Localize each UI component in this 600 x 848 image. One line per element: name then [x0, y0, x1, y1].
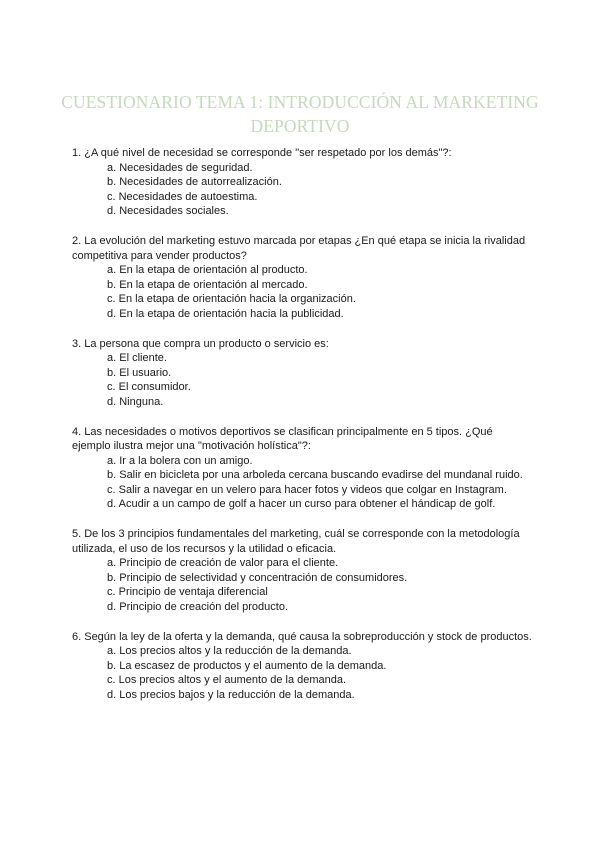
- answer-option-d: d. Acudir a un campo de golf a hacer un curso para obtener el hándicap de golf.: [107, 498, 496, 511]
- question-text: 5. De los 3 principios fundamentales del marketing, cuál se corresponde con la metodología utilizada, el uso de los recursos y la utilidad o eficacia.: [72, 528, 520, 555]
- answer-options: [72, 263, 532, 321]
- answer-option-b: b. Principio de selectividad y concentración de consumidores.: [107, 571, 408, 584]
- answer-option-c: c. Los precios altos y el aumento de la demanda.: [107, 674, 347, 687]
- answer-options: [72, 351, 532, 409]
- answer-options: [72, 644, 532, 702]
- question-text: 6. Según la ley de la oferta y la demanda, qué causa la sobreproducción y stock de productos.: [72, 630, 532, 643]
- answer-option-c: c. Salir a navegar en un velero para hacer fotos y videos que colgar en Instagram.: [107, 483, 507, 496]
- question-2: [72, 234, 532, 322]
- answer-option-a: a. Necesidades de seguridad.: [107, 161, 253, 174]
- question-text: 3. La persona que compra un producto o servicio es:: [72, 337, 329, 350]
- answer-option-b: b. Salir en bicicleta por una arboleda cercana buscando evadirse del mundanal ruido.: [107, 469, 523, 482]
- answer-option-b: b. Necesidades de autorrealización.: [107, 176, 282, 189]
- answer-option-d: d. Principio de creación del producto.: [107, 601, 288, 614]
- answer-option-c: c. Principio de ventaja diferencial: [107, 586, 268, 599]
- question-text: 2. La evolución del marketing estuvo marcada por etapas ¿En qué etapa se inicia la rivalidad competitiva para vender productos?: [72, 234, 526, 262]
- page-title: CUESTIONARIO TEMA 1: INTRODUCCIÓN AL MARKETING DEPORTIVO: [61, 92, 539, 136]
- answer-option-c: c. En la etapa de orientación hacia la organización.: [107, 293, 356, 306]
- answer-option-a: a. En la etapa de orientación al producto.: [107, 264, 308, 277]
- answer-option-a: a. Los precios altos y la reducción de la demanda.: [107, 645, 352, 658]
- answer-option-c: c. Necesidades de autoestima.: [107, 190, 258, 203]
- answer-option-d: d. Ninguna.: [107, 395, 164, 408]
- answer-options: [72, 556, 532, 614]
- question-list: [72, 146, 532, 718]
- question-4: [72, 425, 532, 513]
- question-1: [72, 146, 532, 219]
- answer-option-b: b. La escasez de productos y el aumento de la demanda.: [107, 659, 387, 672]
- question-6: [72, 630, 532, 703]
- question-5: [72, 527, 532, 615]
- answer-options: [72, 161, 532, 219]
- question-text: 1. ¿A qué nivel de necesidad se corresponde "ser respetado por los demás"?:: [72, 147, 452, 159]
- answer-option-d: d. Necesidades sociales.: [107, 205, 229, 218]
- answer-options: [72, 454, 532, 512]
- answer-option-b: b. En la etapa de orientación al mercado.: [107, 278, 308, 291]
- question-text: 4. Las necesidades o motivos deportivos se clasifican principalmente en 5 tipos. ¿Qué ejemplo ilustra mejor una "motivación holística"?:: [72, 425, 493, 453]
- answer-option-d: d. En la etapa de orientación hacia la publicidad.: [107, 307, 344, 320]
- answer-option-c: c. El consumidor.: [107, 381, 191, 394]
- answer-option-b: b. El usuario.: [107, 366, 172, 379]
- answer-option-a: a. Principio de creación de valor para el cliente.: [107, 557, 339, 570]
- answer-option-a: a. Ir a la bolera con un amigo.: [107, 454, 253, 467]
- answer-option-d: d. Los precios bajos y la reducción de la demanda.: [107, 689, 355, 701]
- question-3: [72, 337, 532, 410]
- answer-option-a: a. El cliente.: [107, 352, 167, 365]
